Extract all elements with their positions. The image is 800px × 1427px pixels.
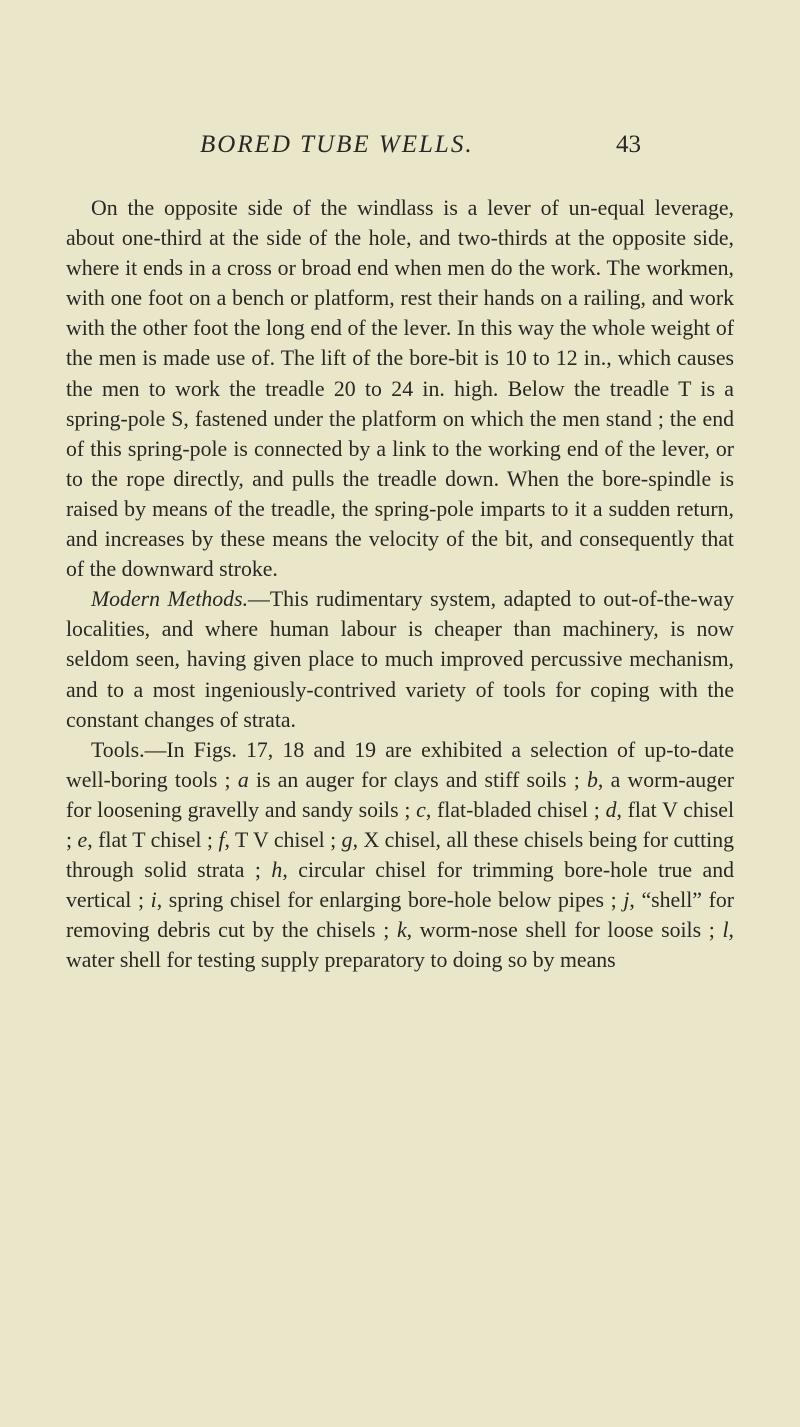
paragraph-tools — [66, 735, 734, 976]
page-header — [0, 129, 800, 161]
tool-letter-i: i — [150, 888, 157, 913]
section-heading-modern-methods: Modern Methods. — [91, 587, 249, 612]
tool-letter-b: b — [587, 767, 598, 792]
paragraph-modern-methods — [66, 584, 734, 734]
tool-desc-c: , flat-bladed chisel ; — [425, 797, 600, 822]
body-text — [66, 193, 734, 975]
tool-desc-d: , flat V chisel ; — [66, 797, 734, 852]
tool-desc-h: , circular chisel for trimming bore-hole true and vertical ; — [66, 858, 734, 913]
tool-letter-e: e — [77, 827, 88, 852]
tool-desc-k: , worm-nose shell for loose soils ; — [406, 918, 715, 943]
tool-desc-f: , T V chisel ; — [224, 827, 337, 852]
tool-desc-e: , flat T chisel ; — [87, 827, 213, 852]
tool-letter-f: f — [218, 827, 225, 852]
tool-letter-j: j — [623, 888, 630, 913]
tool-letter-a: a — [237, 767, 249, 792]
tool-letter-c: c — [416, 797, 426, 822]
tool-desc-l: , water shell for testing supply preparatory to doing so by means — [66, 918, 734, 973]
paragraph-windlass-lever: On the opposite side of the windlass is a lever of un-equal leverage, about one-third at the side of the hole, and two-thirds at the opposite side, where it ends in a cross or broad end when men do the work. The workmen, with one foot on a bench or platform, rest their hands on a railing, and work with the other foot the long end of the lever. In this way the whole weight of the men is made use of. The lift of the bore-bit is 10 to 12 in., which causes the men to work the treadle 20 to 24 in. high. Below the treadle T is a spring-pole S, fastened under the platform on which the men stand ; the end of this spring-pole is connected by a link to the working end of the lever, or to the rope directly, and pulls the treadle down. When the bore-spindle is raised by means of the treadle, the spring-pole imparts to it a sudden return, and increases by these means the velocity of the bit, and consequently that of the downward stroke. — [66, 196, 734, 582]
tool-letter-d: d — [605, 797, 617, 822]
section-heading-tools: Tools. — [91, 737, 145, 762]
tool-letter-l: l — [722, 918, 729, 943]
paragraph-modern-methods-text: —This rudimentary system, adapted to out-of-the-way localities, and where human labour is cheaper than machinery, is now seldom seen, having given place to much improved percussive mechanism, and to a most ingeniously-contrived variety of tools for coping with the constant changes of strata. — [66, 587, 734, 732]
tool-desc-i: , spring chisel for enlarging bore-hole below pipes ; — [156, 888, 617, 913]
tool-desc-g: , X chisel, all these chisels being for cutting through solid strata ; — [66, 827, 735, 883]
paragraph-tools-intro: —In Figs. 17, 18 and 19 are exhibited a selection of up-to-date well-boring tools ; — [66, 737, 734, 792]
tool-desc-a: is an auger for clays and stiff soils ; — [248, 767, 580, 792]
tool-letter-g: g — [341, 827, 353, 852]
tool-desc-j: , “shell” for removing debris cut by the chisels ; — [66, 888, 735, 943]
tool-desc-b: , a worm-auger for loosening gravelly and sandy soils ; — [66, 767, 735, 822]
tool-letter-k: k — [396, 918, 407, 943]
page-number: 43 — [616, 131, 641, 158]
running-title: BORED TUBE WELLS. — [200, 131, 474, 158]
tool-letter-h: h — [271, 858, 283, 883]
